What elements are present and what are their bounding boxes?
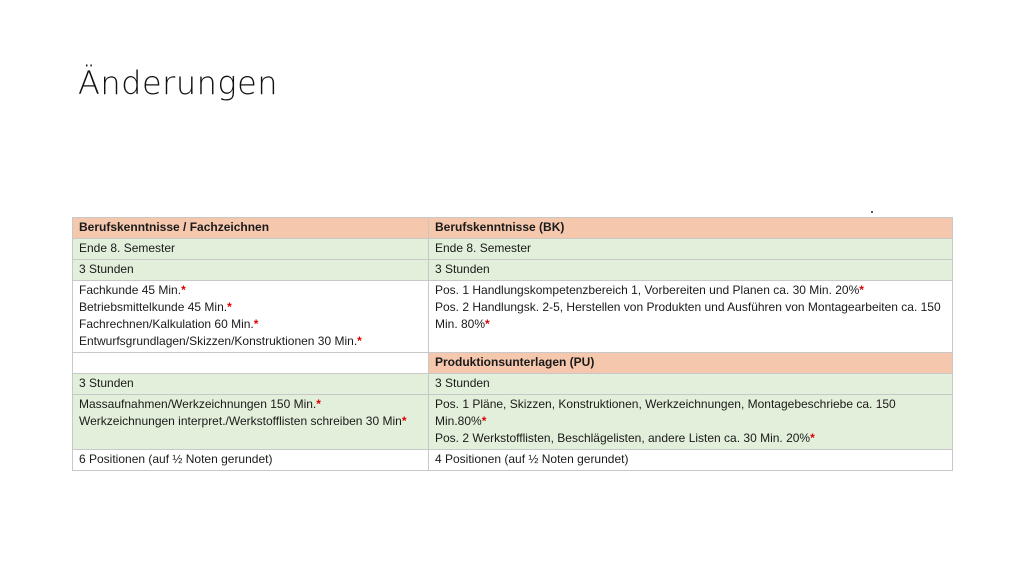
- subheader-right: Produktionsunterlagen (PU): [429, 353, 953, 374]
- header-right: Berufskenntnisse (BK): [429, 218, 953, 239]
- subject-line-1: Fachkunde 45 Min.*: [79, 283, 186, 297]
- table-row-hours-2: [73, 374, 953, 395]
- pu-position-1: Pos. 1 Pläne, Skizzen, Konstruktionen, Werkzeichnungen, Montagebeschriebe ca. 150 Min.80%*: [435, 397, 896, 428]
- subject-line-3: Fachrechnen/Kalkulation 60 Min.*: [79, 317, 259, 331]
- header-left: Berufskenntnisse / Fachzeichnen: [73, 218, 429, 239]
- hours-2-right: 3 Stunden: [429, 374, 953, 395]
- comparison-table-wrapper: [72, 217, 952, 471]
- pu-position-2: Pos. 2 Werkstofflisten, Beschlägelisten, andere Listen ca. 30 Min. 20%*: [435, 431, 815, 445]
- positions-right: 4 Positionen (auf ½ Noten gerundet): [429, 450, 953, 471]
- drawings-left: [73, 395, 429, 450]
- subject-line-2: Betriebsmittelkunde 45 Min.*: [79, 300, 232, 314]
- table-row-positions: [73, 450, 953, 471]
- semester-right: Ende 8. Semester: [429, 239, 953, 260]
- subjects-left: [73, 281, 429, 353]
- slide-title: Änderungen: [78, 64, 279, 102]
- drawing-line-1: Massaufnahmen/Werkzeichnungen 150 Min.*: [79, 397, 321, 411]
- subheader-left-empty: [73, 353, 429, 374]
- table-header-row: [73, 218, 953, 239]
- stray-dot: [871, 211, 873, 213]
- table-row-hours-1: [73, 260, 953, 281]
- table-row-subheader: [73, 353, 953, 374]
- drawings-right: [429, 395, 953, 450]
- semester-left: Ende 8. Semester: [73, 239, 429, 260]
- drawing-line-2: Werkzeichnungen interpret./Werkstofflisten schreiben 30 Min*: [79, 414, 407, 428]
- table-row-semester: [73, 239, 953, 260]
- bk-position-1: Pos. 1 Handlungskompetenzbereich 1, Vorbereiten und Planen ca. 30 Min. 20%*: [435, 283, 864, 297]
- table-row-drawings: [73, 395, 953, 450]
- positions-left: 6 Positionen (auf ½ Noten gerundet): [73, 450, 429, 471]
- bk-position-2: Pos. 2 Handlungsk. 2-5, Herstellen von Produkten und Ausführen von Montagearbeiten ca. 150 Min. 80%*: [435, 300, 941, 331]
- hours-2-left: 3 Stunden: [73, 374, 429, 395]
- subject-line-4: Entwurfsgrundlagen/Skizzen/Konstruktionen 30 Min.*: [79, 334, 362, 348]
- hours-1-left: 3 Stunden: [73, 260, 429, 281]
- subjects-right: [429, 281, 953, 353]
- hours-1-right: 3 Stunden: [429, 260, 953, 281]
- table-row-subjects: [73, 281, 953, 353]
- comparison-table: [72, 217, 953, 471]
